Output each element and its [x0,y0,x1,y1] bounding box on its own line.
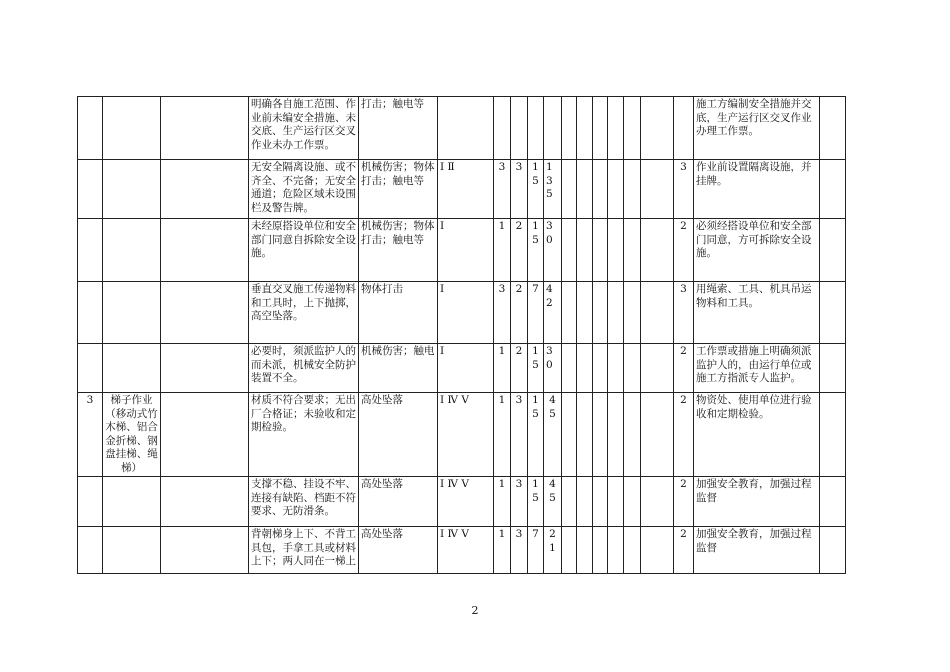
empty-cell [641,219,674,282]
empty-cell [562,393,577,477]
empty-cell [608,477,624,527]
control-measure-cell: 物资处、使用单位进行验收和定期检验。 [694,393,820,477]
empty-cell [608,160,624,219]
empty-cell [608,97,624,160]
hazard-cell: 必要时，须派监护人的而未派，机械安全防护装置不全。 [249,344,359,393]
grade-cell [438,97,494,160]
empty-cell [820,477,846,527]
activity-cell [103,477,161,527]
empty-cell [624,282,641,344]
hazard-cell: 无安全隔离设施、或不齐全、不完备；无安全通道；危险区域未设围栏及警告牌。 [249,160,359,219]
control-measure-cell: 加强安全教育，加强过程监督 [694,527,820,574]
empty-cell [593,344,608,393]
e-value-cell: 3 [511,393,528,477]
empty-cell [161,282,249,344]
empty-cell [161,160,249,219]
empty-cell [641,344,674,393]
risk-level-cell: 3 [674,160,694,219]
l-value-cell: 1 [494,344,511,393]
c-value-cell: 15 [528,477,544,527]
empty-cell [624,393,641,477]
empty-cell [161,527,249,574]
hazard-cell: 明确各自施工范围、作业前未编安全措施、未交底、生产运行区交叉作业未办工作票。 [249,97,359,160]
empty-cell [641,282,674,344]
table-row [78,477,846,527]
l-value-cell: 3 [494,160,511,219]
empty-cell [641,477,674,527]
empty-cell [624,97,641,160]
l-value-cell: 1 [494,527,511,574]
seq-cell [78,344,103,393]
empty-cell [593,477,608,527]
empty-cell [608,527,624,574]
accident-cell: 物体打击 [359,282,438,344]
empty-cell [641,97,674,160]
l-value-cell: 1 [494,219,511,282]
empty-cell [577,97,593,160]
risk-level-cell: 2 [674,527,694,574]
activity-cell [103,344,161,393]
d-value-cell [544,97,562,160]
empty-cell [562,97,577,160]
empty-cell [577,160,593,219]
risk-level-cell [674,97,694,160]
d-value-cell: 42 [544,282,562,344]
c-value-cell [528,97,544,160]
risk-level-cell: 2 [674,344,694,393]
e-value-cell [511,97,528,160]
d-value-cell: 45 [544,393,562,477]
empty-cell [593,160,608,219]
e-value-cell: 2 [511,344,528,393]
empty-cell [577,527,593,574]
empty-cell [608,219,624,282]
seq-cell [78,97,103,160]
table-row [78,160,846,219]
empty-cell [161,393,249,477]
empty-cell [562,160,577,219]
l-value-cell: 1 [494,477,511,527]
hazard-cell: 背朝梯身上下、不背工具包，手拿工具或材料上下；两人同在一梯上 [249,527,359,574]
accident-cell: 机械伤害；物体打击；触电等 [359,219,438,282]
l-value-cell: 1 [494,393,511,477]
grade-cell: Ⅰ [438,282,494,344]
empty-cell [562,219,577,282]
control-measure-cell: 作业前设置隔离设施，并挂牌。 [694,160,820,219]
empty-cell [593,282,608,344]
empty-cell [641,393,674,477]
seq-cell [78,219,103,282]
accident-cell: 打击；触电等 [359,97,438,160]
empty-cell [562,344,577,393]
seq-cell: 3 [78,393,103,477]
empty-cell [624,344,641,393]
control-measure-cell: 施工方编制安全措施并交底，生产运行区交叉作业办理工作票。 [694,97,820,160]
c-value-cell: 7 [528,282,544,344]
activity-cell [103,160,161,219]
risk-level-cell: 2 [674,477,694,527]
empty-cell [577,344,593,393]
empty-cell [820,282,846,344]
empty-cell [593,393,608,477]
accident-cell: 高处坠落 [359,477,438,527]
hazard-cell: 材质不符合要求；无出厂合格证；未验收和定期检验。 [249,393,359,477]
empty-cell [593,527,608,574]
d-value-cell: 30 [544,344,562,393]
accident-cell: 高处坠落 [359,393,438,477]
table-row [78,282,846,344]
empty-cell [608,393,624,477]
empty-cell [577,393,593,477]
empty-cell [562,477,577,527]
e-value-cell: 3 [511,160,528,219]
empty-cell [577,219,593,282]
c-value-cell: 15 [528,344,544,393]
l-value-cell [494,97,511,160]
e-value-cell: 2 [511,282,528,344]
seq-cell [78,282,103,344]
risk-level-cell: 3 [674,282,694,344]
empty-cell [624,477,641,527]
grade-cell: Ⅰ Ⅱ [438,160,494,219]
empty-cell [820,160,846,219]
grade-cell: Ⅰ Ⅳ Ⅴ [438,393,494,477]
d-value-cell: 21 [544,527,562,574]
grade-cell: Ⅰ [438,344,494,393]
hazard-cell: 垂直交叉施工传递物料和工具时，上下抛掷，高空坠落。 [249,282,359,344]
table-row [78,219,846,282]
d-value-cell: 45 [544,477,562,527]
risk-level-cell: 2 [674,393,694,477]
accident-cell: 高处坠落 [359,527,438,574]
empty-cell [820,393,846,477]
table-row [78,97,846,160]
d-value-cell: 135 [544,160,562,219]
activity-cell [103,282,161,344]
activity-cell [103,527,161,574]
empty-cell [161,97,249,160]
seq-cell [78,527,103,574]
accident-cell: 机械伤害；触电 [359,344,438,393]
c-value-cell: 7 [528,527,544,574]
empty-cell [624,160,641,219]
activity-cell [103,219,161,282]
table-row [78,344,846,393]
e-value-cell: 3 [511,477,528,527]
grade-cell: Ⅰ [438,219,494,282]
seq-cell [78,477,103,527]
page-number: 2 [471,604,479,617]
table-row [78,393,846,477]
grade-cell: Ⅰ Ⅳ Ⅴ [438,477,494,527]
control-measure-cell: 加强安全教育，加强过程监督 [694,477,820,527]
empty-cell [820,219,846,282]
c-value-cell: 15 [528,219,544,282]
risk-level-cell: 2 [674,219,694,282]
empty-cell [161,344,249,393]
control-measure-cell: 工作票或措施上明确须派监护人的，由运行单位或施工方指派专人监护。 [694,344,820,393]
empty-cell [161,477,249,527]
empty-cell [577,477,593,527]
d-value-cell: 30 [544,219,562,282]
empty-cell [641,160,674,219]
hazard-cell: 未经原搭设单位和安全部门同意自拆除安全设施。 [249,219,359,282]
empty-cell [562,282,577,344]
empty-cell [624,527,641,574]
e-value-cell: 3 [511,527,528,574]
accident-cell: 机械伤害；物体打击；触电等 [359,160,438,219]
empty-cell [641,527,674,574]
risk-assessment-table [77,96,846,574]
grade-cell: Ⅰ Ⅳ Ⅴ [438,527,494,574]
empty-cell [593,97,608,160]
seq-cell [78,160,103,219]
empty-cell [608,344,624,393]
empty-cell [161,219,249,282]
empty-cell [820,527,846,574]
empty-cell [562,527,577,574]
c-value-cell: 15 [528,393,544,477]
empty-cell [608,282,624,344]
c-value-cell: 15 [528,160,544,219]
empty-cell [593,219,608,282]
control-measure-cell: 用绳索、工具、机具吊运物料和工具。 [694,282,820,344]
empty-cell [624,219,641,282]
e-value-cell: 2 [511,219,528,282]
empty-cell [577,282,593,344]
activity-cell: 梯子作业（移动式竹木梯、铝合金折梯、钢盘挂梯、绳梯） [103,393,161,477]
hazard-cell: 支撑不稳、挂设不牢、连接有缺陷、档距不符要求、无防滑条。 [249,477,359,527]
table-row [78,527,846,574]
empty-cell [820,344,846,393]
control-measure-cell: 必须经搭设单位和安全部门同意，方可拆除安全设施。 [694,219,820,282]
l-value-cell: 3 [494,282,511,344]
activity-cell [103,97,161,160]
empty-cell [820,97,846,160]
